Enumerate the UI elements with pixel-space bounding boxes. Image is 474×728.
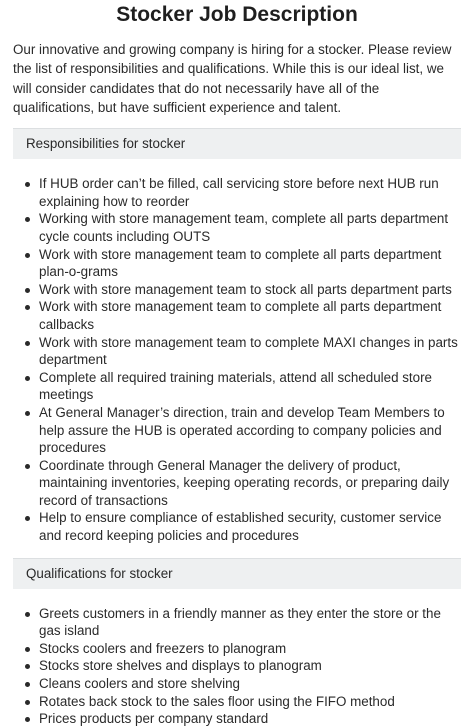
list-item-text: At General Manager’s direction, train and develop Team Members to help assure the HUB is operated according to company policies and procedures xyxy=(39,404,445,456)
list-item xyxy=(39,657,461,675)
bullet-icon xyxy=(25,700,30,705)
list-item-text: Help to ensure compliance of established security, customer service and record keeping policies and procedures xyxy=(39,510,442,544)
list-item-text: Work with store management team to complete all parts department callbacks xyxy=(39,299,442,332)
list-item-text: Prices products per company standard xyxy=(39,711,269,727)
bullet-icon xyxy=(25,647,30,652)
list-item xyxy=(39,334,461,369)
list-item xyxy=(39,693,461,711)
bullet-icon xyxy=(25,376,30,381)
list-item-text: Coordinate through General Manager the delivery of product, maintaining inventories, keeping operating records, or preparing daily record of transactions xyxy=(39,457,450,508)
list-item-text: If HUB order can’t be filled, call servicing store before next HUB run explaining how to reorder xyxy=(39,176,439,209)
bullet-icon xyxy=(25,411,30,416)
list-item xyxy=(39,404,461,457)
bullet-icon xyxy=(25,664,30,669)
qualifications-header: Qualifications for stocker xyxy=(13,558,461,589)
list-item-text: Cleans coolers and store shelving xyxy=(39,676,240,692)
list-item xyxy=(39,210,461,245)
list-item-text: Complete all required training materials, attend all scheduled store meetings xyxy=(39,369,433,403)
list-item xyxy=(39,175,461,210)
bullet-icon xyxy=(25,253,30,258)
list-item xyxy=(39,509,461,544)
list-item-text: Stocks coolers and freezers to planogram xyxy=(39,640,287,656)
bullet-icon xyxy=(25,217,30,222)
bullet-icon xyxy=(25,464,30,469)
qualifications-list xyxy=(13,605,461,728)
responsibilities-header: Responsibilities for stocker xyxy=(13,128,461,159)
list-item xyxy=(39,298,461,333)
list-item-text: Rotates back stock to the sales floor using the FIFO method xyxy=(39,693,395,709)
bullet-icon xyxy=(25,341,30,346)
bullet-icon xyxy=(25,288,30,293)
bullet-icon xyxy=(25,717,30,722)
list-item-text: Greets customers in a friendly manner as they enter the store or the gas island xyxy=(39,605,441,639)
bullet-icon xyxy=(25,682,30,687)
list-item xyxy=(39,640,461,658)
list-item xyxy=(39,675,461,693)
list-item xyxy=(39,710,461,728)
bullet-icon xyxy=(25,305,30,310)
bullet-icon xyxy=(25,182,30,187)
list-item xyxy=(39,369,461,404)
list-item-text: Stocks store shelves and displays to planogram xyxy=(39,658,322,674)
list-item-text: Work with store management team to complete MAXI changes in parts department xyxy=(39,334,458,368)
bullet-icon xyxy=(25,612,30,617)
page-title: Stocker Job Description xyxy=(116,3,358,26)
list-item-text: Working with store management team, complete all parts department cycle counts including OUTS xyxy=(39,211,449,244)
list-item-text: Work with store management team to complete all parts department plan-o-grams xyxy=(39,246,442,280)
list-item xyxy=(39,457,461,510)
responsibilities-list xyxy=(13,175,461,544)
bullet-icon xyxy=(25,516,30,521)
intro-paragraph: Our innovative and growing company is hiring for a stocker. Please review the list of responsibilities and qualifications. While this is our ideal list, we will consider candidates that do not necessarily have all of the qualifications, but have sufficient experience and talent. xyxy=(13,42,452,115)
list-item xyxy=(39,246,461,281)
list-item xyxy=(39,605,461,640)
list-item-text: Work with store management team to stock all parts department parts xyxy=(39,281,452,297)
list-item xyxy=(39,281,461,299)
